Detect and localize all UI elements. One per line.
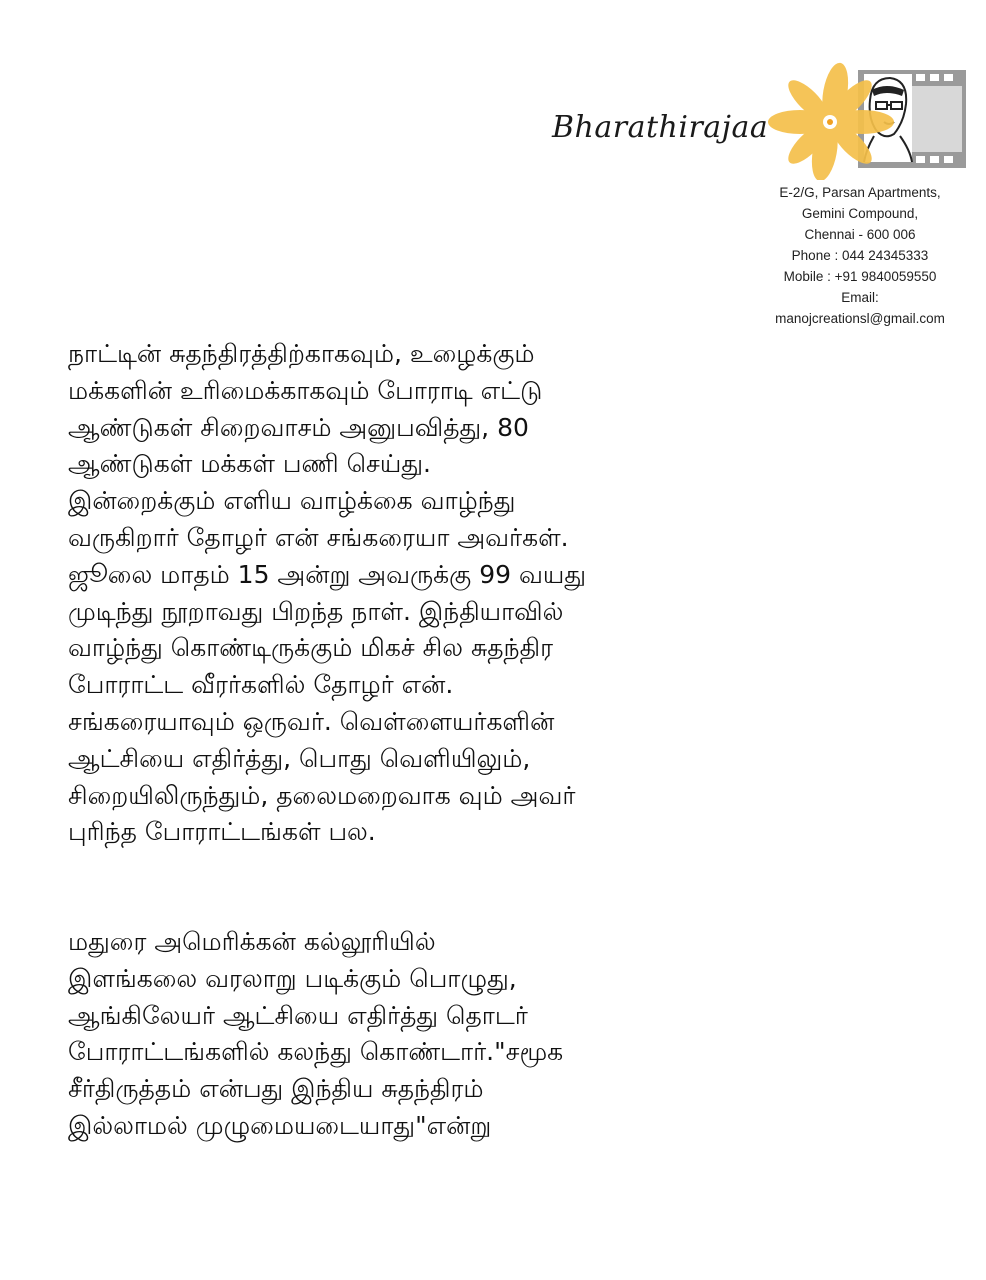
address-line: Chennai - 600 006 bbox=[804, 227, 916, 242]
text-line: இளங்கலை வரலாறு படிக்கும் பொழுது, bbox=[68, 963, 517, 993]
text-line: மதுரை அமெரிக்கன் கல்லூரியில் bbox=[68, 927, 436, 956]
text-line: இல்லாமல் முழுமையடையாது"என்று bbox=[68, 1110, 492, 1140]
signature: Bharathirajaa bbox=[552, 110, 769, 145]
text-line: சங்கரையாவும் ஒருவர். வெள்ளையர்களின் bbox=[68, 706, 555, 736]
text-line: ஜூலை மாதம் 15 அன்று அவருக்கு 99 வயது bbox=[68, 559, 586, 589]
mobile-line: Mobile : +91 9840059550 bbox=[783, 269, 937, 284]
address-line: Gemini Compound, bbox=[801, 206, 919, 221]
text-line: வருகிறார் தோழர் என் சங்கரையா அவர்கள். bbox=[68, 522, 569, 552]
text-line: ஆண்டுகள் மக்கள் பணி செய்து. bbox=[68, 449, 431, 479]
text-line: வாழ்ந்து கொண்டிருக்கும் மிகச் சில சுதந்திர bbox=[68, 633, 553, 663]
text-line: சீர்திருத்தம் என்பது இந்திய சுதந்திரம் bbox=[68, 1074, 484, 1104]
text-line: புரிந்த போராட்டங்கள் பல. bbox=[68, 817, 376, 847]
text-line: போராட்டங்களில் கலந்து கொண்டார்."சமூக bbox=[68, 1037, 564, 1067]
paragraph-1 bbox=[68, 336, 748, 851]
text-line: இன்றைக்கும் எளிய வாழ்க்கை வாழ்ந்து bbox=[68, 486, 516, 516]
letterhead bbox=[0, 0, 986, 340]
text-line: நாட்டின் சுதந்திரத்திற்காகவும், உழைக்கும் bbox=[68, 339, 535, 368]
text-line: முடிந்து நூறாவது பிறந்த நாள். இந்தியாவில் bbox=[68, 596, 564, 626]
address-block bbox=[740, 182, 980, 329]
text-line: ஆண்டுகள் சிறைவாசம் அனுபவித்து, 80 bbox=[68, 412, 529, 442]
text-line: ஆங்கிலேயர் ஆட்சியை எதிர்த்து தொடர் bbox=[68, 1000, 528, 1030]
email-label: Email: bbox=[841, 290, 879, 305]
text-line: சிறையிலிருந்தும், தலைமறைவாக வும் அவர் bbox=[68, 780, 576, 810]
phone-line: Phone : 044 24345333 bbox=[791, 248, 929, 263]
email-value: manojcreationsl@gmail.com bbox=[775, 311, 945, 326]
paragraph-2 bbox=[68, 924, 748, 1145]
text-line: போராட்ட வீரர்களில் தோழர் என். bbox=[68, 670, 454, 700]
text-line: மக்களின் உரிமைக்காகவும் போராடி எட்டு bbox=[68, 375, 543, 405]
text-line: ஆட்சியை எதிர்த்து, பொது வெளியிலும், bbox=[68, 743, 531, 773]
address-line: E-2/G, Parsan Apartments, bbox=[779, 185, 941, 200]
flower-film-logo-icon bbox=[766, 60, 966, 180]
